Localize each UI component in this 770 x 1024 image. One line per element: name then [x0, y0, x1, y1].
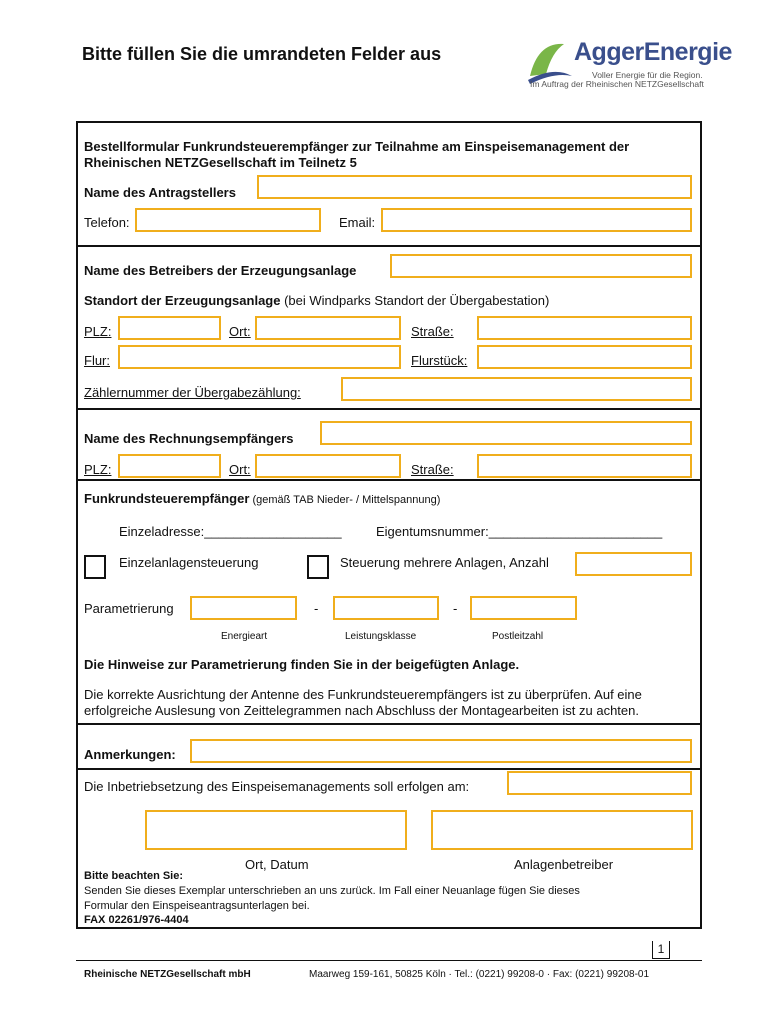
form-heading-line1: Bestellformular Funkrundsteuerempfänger zur Teilnahme am Einspeisemanagement der	[84, 139, 630, 154]
fax-number: FAX 02261/976-4404	[84, 914, 189, 926]
operator-name-label: Name des Betreibers der Erzeugungsanlage	[84, 263, 357, 278]
location-note: (bei Windparks Standort der Übergabestation)	[280, 293, 550, 308]
single-control-checkbox[interactable]	[84, 555, 106, 579]
billing-ort-label: Ort:	[229, 462, 251, 477]
owner-number-text: Eigentumsnummer:________________________	[376, 524, 663, 539]
ort-label: Ort:	[229, 324, 251, 339]
note-heading: Bitte beachten Sie:	[84, 870, 184, 882]
remarks-label: Anmerkungen:	[84, 747, 176, 762]
operator-signature-field[interactable]	[431, 810, 693, 850]
billing-name-label: Name des Rechnungsempfängers	[84, 431, 294, 446]
param-hint-bold: Die Hinweise zur Parametrierung finden Sie in der beigefügten Anlage.	[84, 657, 520, 672]
antenna-hint-line2: erfolgreiche Auslesung von Zeittelegrammen nach Abschluss der Montagearbeiten ist zu achten.	[84, 703, 639, 718]
single-control-label: Einzelanlagensteuerung	[119, 555, 259, 570]
page-number: 1	[652, 941, 670, 959]
parametrization-label: Parametrierung	[84, 601, 174, 616]
billing-street-field[interactable]	[477, 454, 692, 478]
footer-company: Rheinische NETZGesellschaft mbH	[84, 969, 251, 980]
meter-number-field[interactable]	[341, 377, 692, 401]
power-class-field[interactable]	[333, 596, 439, 620]
billing-ort-field[interactable]	[255, 454, 401, 478]
plz-label: PLZ:	[84, 324, 112, 339]
note-line2: Formular den Einspeiseantragsunterlagen bei.	[84, 900, 310, 912]
billing-plz-label: PLZ:	[84, 462, 112, 477]
street-label: Straße:	[411, 324, 454, 339]
receiver-heading: Funkrundsteuerempfänger	[84, 491, 250, 506]
operator-name-field[interactable]	[390, 254, 692, 278]
applicant-name-label: Name des Antragstellers	[84, 185, 236, 200]
place-date-caption: Ort, Datum	[245, 857, 309, 872]
billing-name-field[interactable]	[320, 421, 692, 445]
multi-control-checkbox[interactable]	[307, 555, 329, 579]
postcode-field[interactable]	[470, 596, 577, 620]
street-field[interactable]	[477, 316, 692, 340]
flur-label: Flur:	[84, 353, 110, 368]
plant-count-field[interactable]	[575, 552, 692, 576]
section-divider	[76, 245, 702, 247]
location-heading	[84, 293, 549, 308]
flur-field[interactable]	[118, 345, 401, 369]
applicant-name-field[interactable]	[257, 175, 692, 199]
ort-field[interactable]	[255, 316, 401, 340]
section-divider	[76, 408, 702, 410]
commissioning-label: Die Inbetriebsetzung des Einspeisemanagements soll erfolgen am:	[84, 779, 470, 794]
operator-caption: Anlagenbetreiber	[514, 857, 614, 872]
email-field[interactable]	[381, 208, 692, 232]
phone-label: Telefon:	[84, 215, 130, 230]
antenna-hint-line1: Die korrekte Ausrichtung der Antenne des Funkrundsteuerempfängers ist zu überprüfen. Auf eine	[84, 687, 642, 702]
plz-field[interactable]	[118, 316, 221, 340]
energy-type-caption: Energieart	[221, 631, 268, 642]
postcode-caption: Postleitzahl	[492, 631, 544, 642]
param-dash: -	[314, 601, 319, 616]
flurstueck-field[interactable]	[477, 345, 692, 369]
section-divider	[76, 768, 702, 770]
remarks-field[interactable]	[190, 739, 692, 763]
phone-field[interactable]	[135, 208, 321, 232]
multi-control-label: Steuerung mehrere Anlagen, Anzahl	[340, 555, 549, 570]
param-dash: -	[453, 601, 458, 616]
page-title: Bitte füllen Sie die umrandeten Felder aus	[82, 44, 442, 64]
billing-plz-field[interactable]	[118, 454, 221, 478]
single-address-text: Einzeladresse:___________________	[119, 524, 342, 539]
note-line1: Senden Sie dieses Exemplar unterschrieben an uns zurück. Im Fall einer Neuanlage fügen Sie dieses	[84, 885, 580, 897]
footer-divider	[76, 960, 702, 961]
logo-name: AggerEnergie	[574, 38, 732, 66]
place-date-field[interactable]	[145, 810, 407, 850]
meter-number-label: Zählernummer der Übergabezählung:	[84, 385, 301, 400]
flurstueck-label: Flurstück:	[411, 353, 468, 368]
billing-street-label: Straße:	[411, 462, 454, 477]
receiver-heading-note: (gemäß TAB Nieder- / Mittelspannung)	[249, 494, 441, 506]
footer-address: Maarweg 159-161, 50825 Köln · Tel.: (0221) 99208-0 · Fax: (0221) 99208-01	[309, 969, 650, 980]
form-heading-line2: Rheinischen NETZGesellschaft im Teilnetz 5	[84, 155, 357, 170]
commissioning-date-field[interactable]	[507, 771, 692, 795]
section-divider	[76, 479, 702, 481]
receiver-heading-row	[84, 491, 440, 506]
energy-type-field[interactable]	[190, 596, 297, 620]
logo-subline: Im Auftrag der Rheinischen NETZGesellschaft	[530, 79, 704, 89]
section-divider	[76, 723, 702, 725]
email-label: Email:	[339, 215, 376, 230]
logo-tagline: Voller Energie für die Region.	[592, 70, 703, 80]
location-label: Standort der Erzeugungsanlage	[84, 293, 281, 308]
power-class-caption: Leistungsklasse	[345, 631, 417, 642]
